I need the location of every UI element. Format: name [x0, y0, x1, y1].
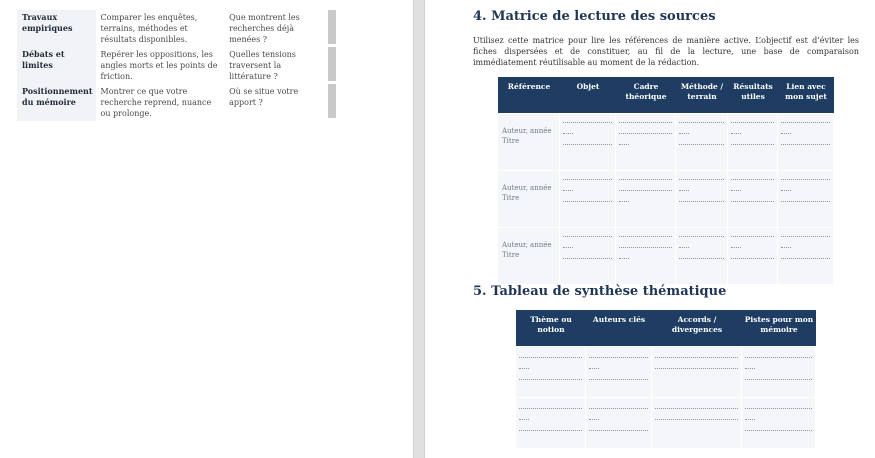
- answer-field[interactable]: [328, 84, 336, 118]
- table-row: [516, 347, 816, 397]
- agreements-cell[interactable]: [652, 398, 741, 448]
- link-cell[interactable]: [778, 228, 833, 284]
- column-header: Auteurs clés: [592, 315, 646, 324]
- row-question: Quelles tensions traversent la littérature ?: [226, 47, 327, 84]
- answer-column: [327, 47, 337, 84]
- theme-cell[interactable]: [516, 347, 585, 397]
- table-row: [17, 47, 337, 84]
- row-title: Positionnement du mémoire: [17, 84, 96, 121]
- table-row: [17, 10, 337, 47]
- page-gutter: [413, 0, 425, 458]
- leads-cell[interactable]: [742, 347, 815, 397]
- answer-field[interactable]: [328, 47, 336, 81]
- reference-cell[interactable]: [498, 171, 559, 227]
- authors-cell[interactable]: [586, 398, 651, 448]
- row-title: Travaux empiriques: [17, 10, 96, 47]
- section-heading: 5. Tableau de synthèse thématique: [473, 284, 727, 299]
- theory-cell[interactable]: [616, 171, 675, 227]
- answer-field[interactable]: [328, 10, 336, 44]
- column-header: Référence: [507, 82, 551, 91]
- table-header: [516, 310, 816, 346]
- results-cell[interactable]: [728, 171, 777, 227]
- column-header: Pistes pour mon mémoire: [744, 315, 814, 334]
- object-cell[interactable]: [560, 228, 615, 284]
- link-cell[interactable]: [778, 171, 833, 227]
- column-header: Objet: [576, 82, 600, 91]
- reference-cell[interactable]: [498, 228, 559, 284]
- object-cell[interactable]: [560, 114, 615, 170]
- column-header: Cadre théorique: [625, 82, 667, 101]
- reference-title: Titre: [502, 137, 520, 145]
- column-header: Thème ou notion: [530, 315, 572, 334]
- right-page: [425, 0, 875, 458]
- column-header: Méthode / terrain: [680, 82, 724, 101]
- reading-matrix-table: [498, 77, 834, 284]
- method-cell[interactable]: [676, 171, 727, 227]
- reference-author-year: Auteur, année: [502, 127, 552, 135]
- authors-cell[interactable]: [586, 347, 651, 397]
- theme-cell[interactable]: [516, 398, 585, 448]
- reference-cell[interactable]: [498, 114, 559, 170]
- column-header: Accords / divergences: [671, 315, 723, 334]
- table-row: [498, 114, 834, 170]
- answer-column: [327, 84, 337, 121]
- table-row: [516, 398, 816, 448]
- theory-cell[interactable]: [616, 228, 675, 284]
- row-description: Comparer les enquêtes, terrains, méthodes et résultats disponibles.: [96, 10, 227, 47]
- column-header: Résultats utiles: [733, 82, 773, 101]
- reference-author-year: Auteur, année: [502, 241, 552, 249]
- results-cell[interactable]: [728, 114, 777, 170]
- agreements-cell[interactable]: [652, 347, 741, 397]
- table-row: [498, 171, 834, 227]
- row-title: Débats et limites: [17, 47, 96, 84]
- table-row: [498, 228, 834, 284]
- answer-column: [327, 10, 337, 47]
- method-cell[interactable]: [676, 228, 727, 284]
- section-heading: 4. Matrice de lecture des sources: [473, 9, 716, 24]
- reference-title: Titre: [502, 251, 520, 259]
- method-cell[interactable]: [676, 114, 727, 170]
- axes-table: [17, 10, 337, 121]
- row-description: Repérer les oppositions, les angles morts et les points de friction.: [96, 47, 227, 84]
- leads-cell[interactable]: [742, 398, 815, 448]
- column-header: Lien avec mon sujet: [785, 82, 827, 101]
- table-row: [17, 84, 337, 121]
- table-header: [498, 77, 834, 113]
- object-cell[interactable]: [560, 171, 615, 227]
- link-cell[interactable]: [778, 114, 833, 170]
- row-description: Montrer ce que votre recherche reprend, nuance ou prolonge.: [96, 84, 227, 121]
- synthesis-table: [516, 310, 816, 448]
- reference-title: Titre: [502, 194, 520, 202]
- row-question: Où se situe votre apport ?: [226, 84, 327, 121]
- section-intro: Utilisez cette matrice pour lire les références de manière active. L’objectif est d’éviter les fiches dispersées et de constituer, au fil de la lecture, une base de comparaison immédiatement réutilisable au moment de la rédaction.: [473, 36, 859, 67]
- theory-cell[interactable]: [616, 114, 675, 170]
- row-question: Que montrent les recherches déjà menées ?: [226, 10, 327, 47]
- left-page: [0, 0, 413, 458]
- results-cell[interactable]: [728, 228, 777, 284]
- reference-author-year: Auteur, année: [502, 184, 552, 192]
